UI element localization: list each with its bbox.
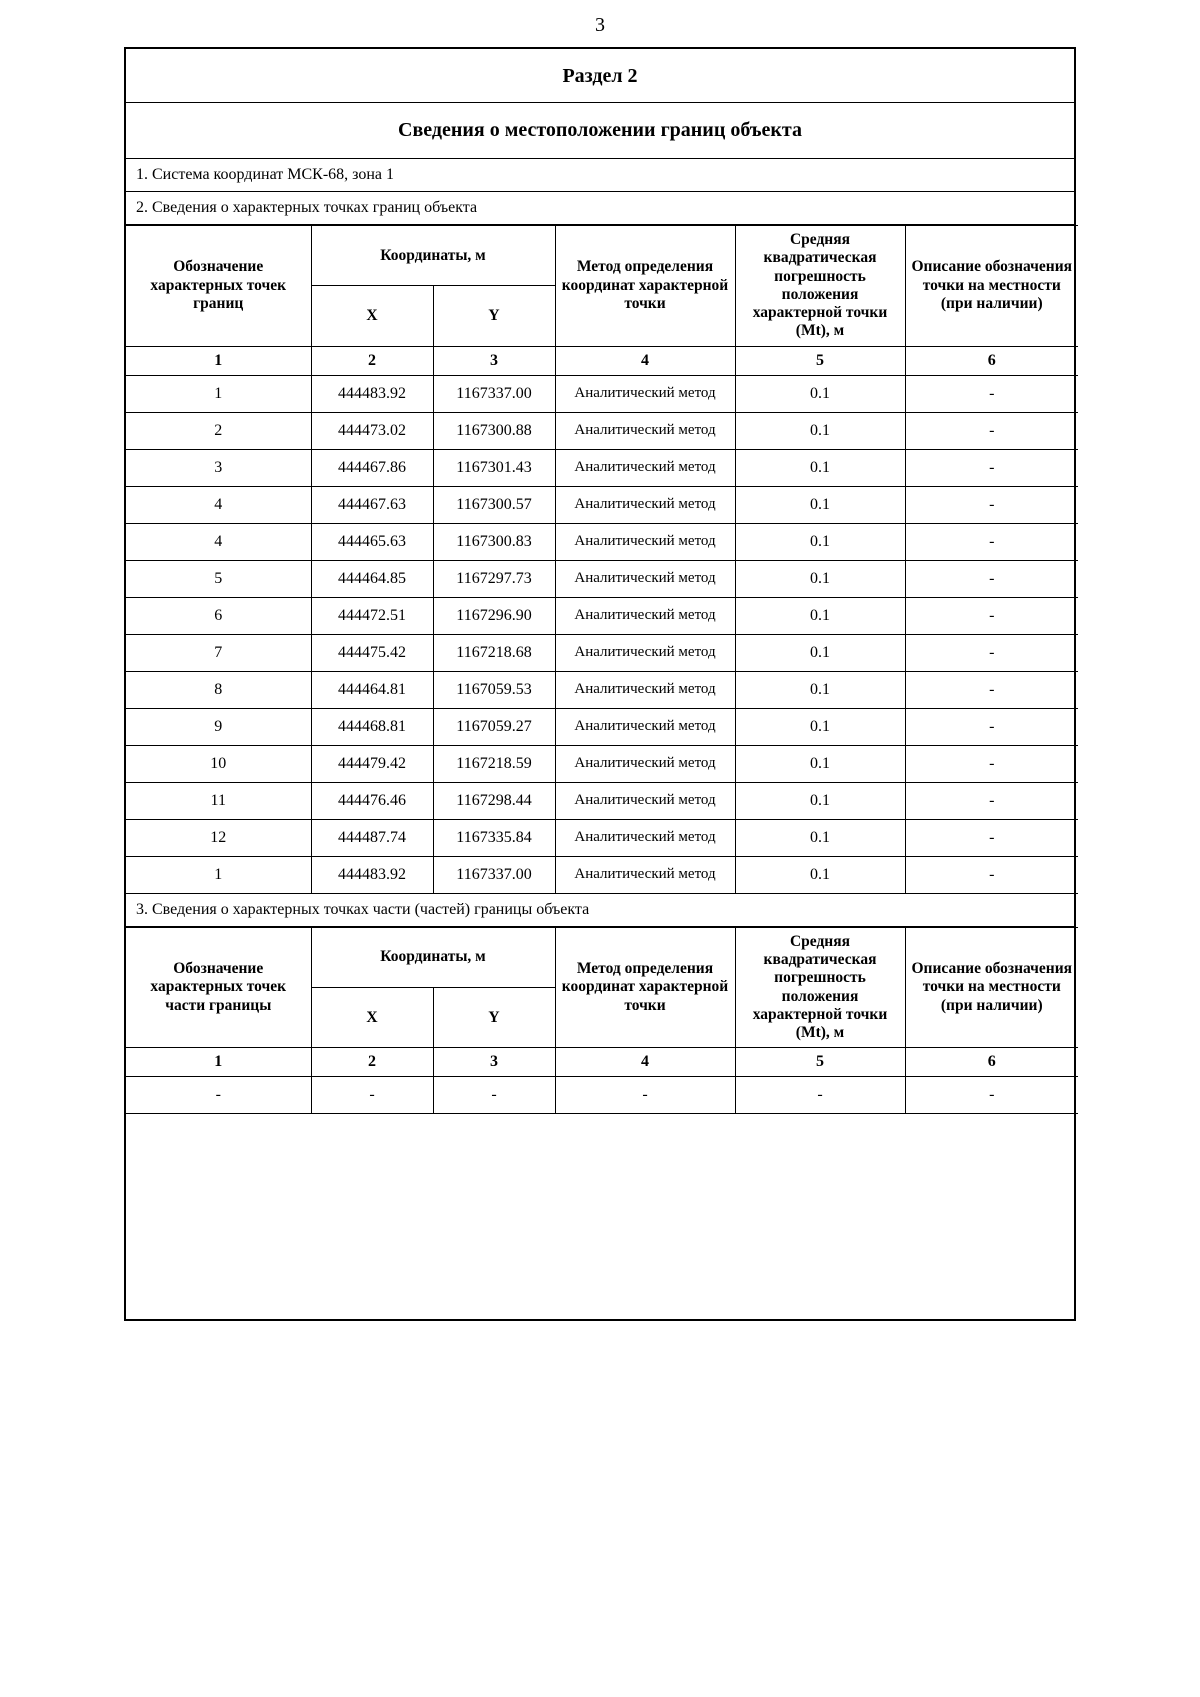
point-method: Аналитический метод <box>555 375 735 412</box>
column-number: 2 <box>311 1048 433 1077</box>
point-y: 1167301.43 <box>433 449 555 486</box>
point-desc: - <box>905 819 1078 856</box>
point-x: - <box>311 1077 433 1114</box>
point-mt: 0.1 <box>735 523 905 560</box>
point-y: 1167337.00 <box>433 375 555 412</box>
point-mt: 0.1 <box>735 412 905 449</box>
point-desc: - <box>905 1077 1078 1114</box>
point-x: 444464.81 <box>311 671 433 708</box>
point-method: Аналитический метод <box>555 708 735 745</box>
header-coordinates: Координаты, м <box>311 927 555 987</box>
page-number: 3 <box>595 14 605 36</box>
column-number: 5 <box>735 1048 905 1077</box>
column-number: 5 <box>735 346 905 375</box>
section-subtitle: Сведения о местоположении границ объекта <box>126 103 1074 159</box>
point-method: Аналитический метод <box>555 412 735 449</box>
point-mt: 0.1 <box>735 856 905 893</box>
point-desc: - <box>905 560 1078 597</box>
table-row <box>126 708 1078 745</box>
point-y: 1167300.83 <box>433 523 555 560</box>
point-mt: 0.1 <box>735 597 905 634</box>
point-number: 7 <box>126 634 311 671</box>
point-desc: - <box>905 671 1078 708</box>
table-row <box>126 486 1078 523</box>
point-number: 3 <box>126 449 311 486</box>
point-y: 1167059.53 <box>433 671 555 708</box>
point-mt: 0.1 <box>735 634 905 671</box>
point-x: 444476.46 <box>311 782 433 819</box>
point-number: 12 <box>126 819 311 856</box>
point-method: - <box>555 1077 735 1114</box>
table-column-numbers-row <box>126 346 1078 375</box>
table-row <box>126 597 1078 634</box>
point-desc: - <box>905 523 1078 560</box>
point-mt: 0.1 <box>735 745 905 782</box>
points-info-line: 2. Сведения о характерных точках границ объекта <box>126 192 1074 225</box>
point-desc: - <box>905 375 1078 412</box>
column-number: 4 <box>555 1048 735 1077</box>
header-y: Y <box>433 988 555 1048</box>
point-desc: - <box>905 449 1078 486</box>
point-desc: - <box>905 486 1078 523</box>
point-x: 444483.92 <box>311 856 433 893</box>
point-method: Аналитический метод <box>555 634 735 671</box>
point-method: Аналитический метод <box>555 856 735 893</box>
point-desc: - <box>905 708 1078 745</box>
point-x: 444473.02 <box>311 412 433 449</box>
point-method: Аналитический метод <box>555 560 735 597</box>
point-x: 444465.63 <box>311 523 433 560</box>
table-row <box>126 375 1078 412</box>
point-y: 1167337.00 <box>433 856 555 893</box>
point-y: 1167296.90 <box>433 597 555 634</box>
point-x: 444467.86 <box>311 449 433 486</box>
header-description: Описание обозначения точки на местности (при наличии) <box>905 927 1078 1048</box>
header-y: Y <box>433 286 555 346</box>
header-method: Метод определения координат характерной точки <box>555 226 735 347</box>
point-number: 11 <box>126 782 311 819</box>
point-mt: 0.1 <box>735 782 905 819</box>
point-mt: 0.1 <box>735 449 905 486</box>
table-row <box>126 634 1078 671</box>
point-method: Аналитический метод <box>555 782 735 819</box>
border-points-table <box>126 225 1078 894</box>
point-x: 444475.42 <box>311 634 433 671</box>
header-description: Описание обозначения точки на местности (при наличии) <box>905 226 1078 347</box>
table-row <box>126 560 1078 597</box>
point-y: - <box>433 1077 555 1114</box>
point-y: 1167059.27 <box>433 708 555 745</box>
point-x: 444464.85 <box>311 560 433 597</box>
blank-area <box>126 1114 1074 1319</box>
point-y: 1167300.57 <box>433 486 555 523</box>
point-method: Аналитический метод <box>555 671 735 708</box>
point-x: 444472.51 <box>311 597 433 634</box>
header-error: Средняя квадратическая погрешность положения характерной точки (Mt), м <box>735 226 905 347</box>
point-mt: - <box>735 1077 905 1114</box>
header-designation: Обозначение характерных точек части границы <box>126 927 311 1048</box>
point-number: 1 <box>126 375 311 412</box>
table-row <box>126 523 1078 560</box>
point-mt: 0.1 <box>735 375 905 412</box>
point-method: Аналитический метод <box>555 745 735 782</box>
column-number: 2 <box>311 346 433 375</box>
point-number: - <box>126 1077 311 1114</box>
part-border-points-table <box>126 927 1078 1115</box>
point-mt: 0.1 <box>735 486 905 523</box>
document-frame <box>124 47 1076 1321</box>
table-header-row <box>126 226 1078 286</box>
column-number: 3 <box>433 346 555 375</box>
part-points-info-line: 3. Сведения о характерных точках части (частей) границы объекта <box>126 894 1074 927</box>
point-desc: - <box>905 745 1078 782</box>
point-x: 444479.42 <box>311 745 433 782</box>
point-method: Аналитический метод <box>555 597 735 634</box>
point-desc: - <box>905 597 1078 634</box>
point-number: 6 <box>126 597 311 634</box>
coordinate-system-line: 1. Система координат МСК-68, зона 1 <box>126 159 1074 192</box>
header-error: Средняя квадратическая погрешность положения характерной точки (Mt), м <box>735 927 905 1048</box>
table-row <box>126 782 1078 819</box>
point-number: 5 <box>126 560 311 597</box>
point-mt: 0.1 <box>735 671 905 708</box>
point-method: Аналитический метод <box>555 819 735 856</box>
point-mt: 0.1 <box>735 708 905 745</box>
column-number: 6 <box>905 1048 1078 1077</box>
point-mt: 0.1 <box>735 819 905 856</box>
header-coordinates: Координаты, м <box>311 226 555 286</box>
point-y: 1167218.68 <box>433 634 555 671</box>
point-desc: - <box>905 634 1078 671</box>
point-x: 444487.74 <box>311 819 433 856</box>
section-title: Раздел 2 <box>126 49 1074 103</box>
table-header-row <box>126 927 1078 987</box>
point-method: Аналитический метод <box>555 486 735 523</box>
header-designation: Обозначение характерных точек границ <box>126 226 311 347</box>
point-y: 1167300.88 <box>433 412 555 449</box>
point-x: 444467.63 <box>311 486 433 523</box>
point-number: 2 <box>126 412 311 449</box>
point-desc: - <box>905 782 1078 819</box>
table-row <box>126 449 1078 486</box>
column-number: 4 <box>555 346 735 375</box>
point-desc: - <box>905 412 1078 449</box>
point-number: 4 <box>126 523 311 560</box>
point-number: 8 <box>126 671 311 708</box>
table-row <box>126 819 1078 856</box>
point-y: 1167218.59 <box>433 745 555 782</box>
point-x: 444468.81 <box>311 708 433 745</box>
column-number: 3 <box>433 1048 555 1077</box>
point-method: Аналитический метод <box>555 523 735 560</box>
header-method: Метод определения координат характерной точки <box>555 927 735 1048</box>
header-x: X <box>311 286 433 346</box>
point-mt: 0.1 <box>735 560 905 597</box>
table-row <box>126 412 1078 449</box>
table-row <box>126 1077 1078 1114</box>
header-x: X <box>311 988 433 1048</box>
point-y: 1167297.73 <box>433 560 555 597</box>
table-row <box>126 856 1078 893</box>
point-y: 1167335.84 <box>433 819 555 856</box>
column-number: 1 <box>126 1048 311 1077</box>
column-number: 6 <box>905 346 1078 375</box>
point-number: 4 <box>126 486 311 523</box>
point-desc: - <box>905 856 1078 893</box>
column-number: 1 <box>126 346 311 375</box>
table-row <box>126 745 1078 782</box>
point-y: 1167298.44 <box>433 782 555 819</box>
table-row <box>126 671 1078 708</box>
point-number: 9 <box>126 708 311 745</box>
point-number: 10 <box>126 745 311 782</box>
point-number: 1 <box>126 856 311 893</box>
point-x: 444483.92 <box>311 375 433 412</box>
point-method: Аналитический метод <box>555 449 735 486</box>
table-column-numbers-row <box>126 1048 1078 1077</box>
